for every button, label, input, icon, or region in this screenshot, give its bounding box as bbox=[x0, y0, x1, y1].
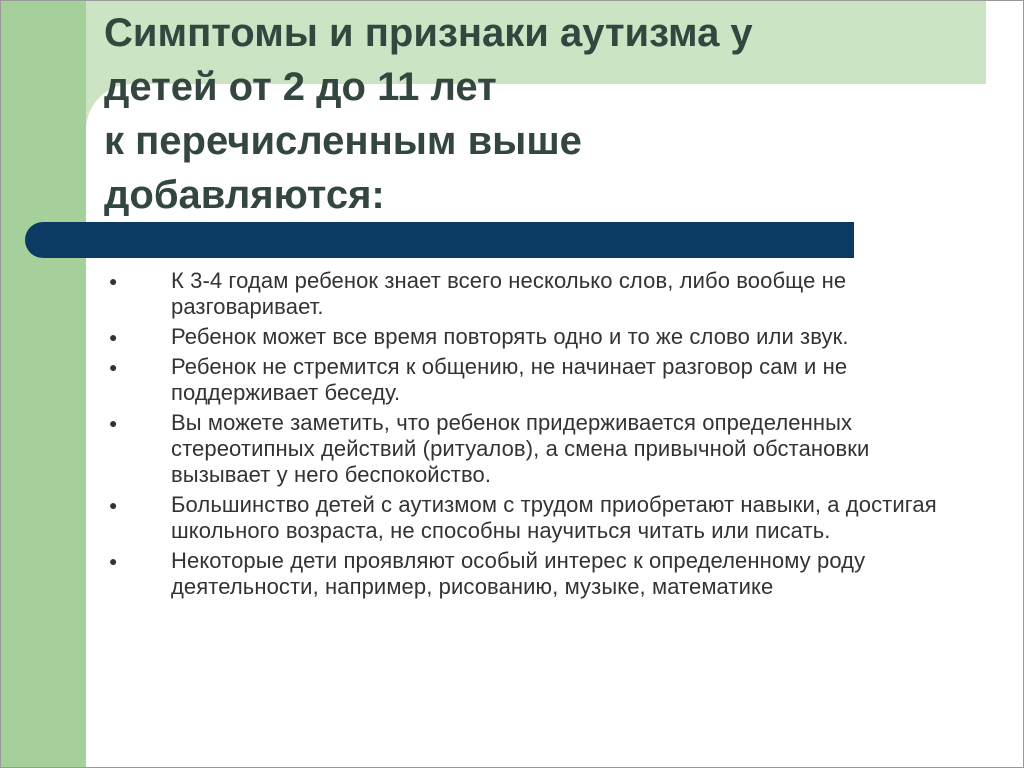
bullet-icon: ● bbox=[109, 553, 118, 569]
title-line: детей от 2 до 11 лет bbox=[104, 65, 497, 109]
slide-title bbox=[104, 6, 984, 222]
bullet-icon: ● bbox=[109, 359, 118, 375]
title-line: Симптомы и признаки аутизма у bbox=[104, 11, 753, 55]
title-line: добавляются: bbox=[104, 173, 385, 217]
bullet-list bbox=[103, 268, 963, 604]
bullet-icon: ● bbox=[109, 329, 118, 345]
list-item bbox=[103, 410, 963, 488]
left-green-band bbox=[0, 0, 86, 768]
title-divider-bar bbox=[25, 222, 854, 258]
title-line: к перечисленным выше bbox=[104, 119, 582, 163]
bullet-text: Ребенок не стремится к общению, не начинает разговор сам и не поддерживает беседу. bbox=[171, 354, 848, 405]
list-item bbox=[103, 354, 963, 406]
bullet-text: Большинство детей с аутизмом с трудом приобретают навыки, а достигая школьного возраста, не способны научиться читать или писать. bbox=[171, 492, 937, 543]
list-item bbox=[103, 492, 963, 544]
bullet-text: К 3-4 годам ребенок знает всего несколько слов, либо вообще не разговаривает. bbox=[171, 268, 847, 319]
bullet-text: Ребенок может все время повторять одно и то же слово или звук. bbox=[171, 324, 849, 349]
bullet-text: Некоторые дети проявляют особый интерес к определенному роду деятельности, например, рисованию, музыке, математике bbox=[171, 548, 866, 599]
list-item bbox=[103, 324, 963, 350]
bullet-icon: ● bbox=[109, 415, 118, 431]
bullet-icon: ● bbox=[109, 273, 118, 289]
list-item bbox=[103, 548, 963, 600]
list-item bbox=[103, 268, 963, 320]
bullet-icon: ● bbox=[109, 497, 118, 513]
bullet-text: Вы можете заметить, что ребенок придерживается определенных стереотипных действий (ритуалов), а смена привычной обстановки вызывает у него беспокойство. bbox=[171, 410, 870, 487]
